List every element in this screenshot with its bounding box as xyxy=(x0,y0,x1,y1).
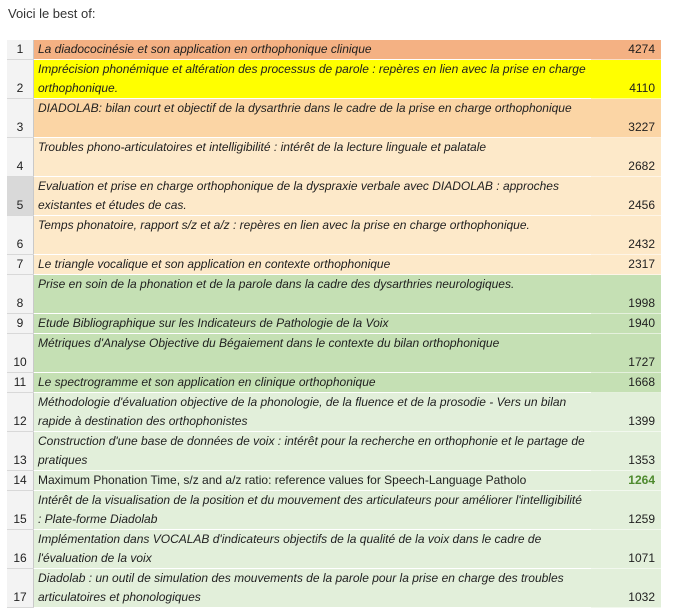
view-count-cell[interactable]: 1071 xyxy=(591,530,661,569)
view-count-cell[interactable]: 2682 xyxy=(591,138,661,177)
table-row[interactable] xyxy=(7,255,661,275)
row-number[interactable]: 4 xyxy=(7,138,34,177)
article-title-cell[interactable]: Maximum Phonation Time, s/z and a/z ratio: reference values for Speech-Language Patholo xyxy=(34,471,592,491)
row-number[interactable]: 15 xyxy=(7,491,34,530)
table-row[interactable] xyxy=(7,40,661,60)
article-title-cell[interactable]: La diadococinésie et son application en orthophonique clinique xyxy=(34,40,592,60)
table-row[interactable] xyxy=(7,393,661,432)
article-title-cell[interactable]: Implémentation dans VOCALAB d'indicateurs objectifs de la qualité de la voix dans le cadre de l'évaluation de la voix xyxy=(34,530,592,569)
article-title-cell[interactable]: Imprécision phonémique et altération des processus de parole : repères en lien avec la prise en charge orthophonique. xyxy=(34,60,592,99)
row-number[interactable]: 11 xyxy=(7,373,34,393)
table-row[interactable] xyxy=(7,569,661,608)
article-title-cell[interactable]: Intérêt de la visualisation de la position et du mouvement des articulateurs pour améliorer l'intelligibilité : Plate-forme Diadolab xyxy=(34,491,592,530)
view-count-cell[interactable]: 1264 xyxy=(591,471,661,491)
view-count-cell[interactable]: 1940 xyxy=(591,314,661,334)
best-of-table xyxy=(7,40,661,608)
row-number[interactable]: 5 xyxy=(7,177,34,216)
view-count-cell[interactable]: 3227 xyxy=(591,99,661,138)
row-number[interactable]: 14 xyxy=(7,471,34,491)
table-row[interactable] xyxy=(7,216,661,255)
table-row[interactable] xyxy=(7,373,661,393)
row-number[interactable]: 8 xyxy=(7,275,34,314)
article-title-cell[interactable]: Etude Bibliographique sur les Indicateurs de Pathologie de la Voix xyxy=(34,314,592,334)
row-number[interactable]: 17 xyxy=(7,569,34,608)
article-title-cell[interactable]: DIADOLAB: bilan court et objectif de la dysarthrie dans le cadre de la prise en charge orthophonique xyxy=(34,99,592,138)
table-body xyxy=(7,40,661,608)
article-title-cell[interactable]: Méthodologie d'évaluation objective de la phonologie, de la fluence et de la prosodie - Vers un bilan rapide à destination des orthophonistes xyxy=(34,393,592,432)
article-title-cell[interactable]: Le spectrogramme et son application en clinique orthophonique xyxy=(34,373,592,393)
article-title-cell[interactable]: Temps phonatoire, rapport s/z et a/z : repères en lien avec la prise en charge orthophonique. xyxy=(34,216,592,255)
row-number[interactable]: 10 xyxy=(7,334,34,373)
row-number[interactable]: 16 xyxy=(7,530,34,569)
view-count-cell[interactable]: 1727 xyxy=(591,334,661,373)
table-row[interactable] xyxy=(7,530,661,569)
row-number[interactable]: 12 xyxy=(7,393,34,432)
view-count-cell[interactable]: 1399 xyxy=(591,393,661,432)
view-count-cell[interactable]: 1353 xyxy=(591,432,661,471)
article-title-cell[interactable]: Métriques d'Analyse Objective du Bégaiement dans le contexte du bilan orthophonique xyxy=(34,334,592,373)
article-title-cell[interactable]: Le triangle vocalique et son application en contexte orthophonique xyxy=(34,255,592,275)
view-count-cell[interactable]: 2432 xyxy=(591,216,661,255)
table-row[interactable] xyxy=(7,471,661,491)
view-count-cell[interactable]: 1998 xyxy=(591,275,661,314)
intro-text: Voici le best of: xyxy=(8,6,96,21)
row-number[interactable]: 1 xyxy=(7,40,34,60)
table-row[interactable] xyxy=(7,275,661,314)
row-number[interactable]: 7 xyxy=(7,255,34,275)
row-number[interactable]: 9 xyxy=(7,314,34,334)
row-number[interactable]: 2 xyxy=(7,60,34,99)
row-number[interactable]: 13 xyxy=(7,432,34,471)
article-title-cell[interactable]: Troubles phono-articulatoires et intelligibilité : intérêt de la lecture linguale et palatale xyxy=(34,138,592,177)
view-count-cell[interactable]: 1032 xyxy=(591,569,661,608)
view-count-cell[interactable]: 2456 xyxy=(591,177,661,216)
table-row[interactable] xyxy=(7,99,661,138)
table-row[interactable] xyxy=(7,334,661,373)
view-count-cell[interactable]: 4274 xyxy=(591,40,661,60)
article-title-cell[interactable]: Prise en soin de la phonation et de la parole dans la cadre des dysarthries neurologiques. xyxy=(34,275,592,314)
table-row[interactable] xyxy=(7,432,661,471)
view-count-cell[interactable]: 2317 xyxy=(591,255,661,275)
table-row[interactable] xyxy=(7,138,661,177)
table-row[interactable] xyxy=(7,177,661,216)
article-title-cell[interactable]: Evaluation et prise en charge orthophonique de la dyspraxie verbale avec DIADOLAB : approches existantes et études de cas. xyxy=(34,177,592,216)
article-title-cell[interactable]: Diadolab : un outil de simulation des mouvements de la parole pour la prise en charge des troubles articulatoires et phonologiques xyxy=(34,569,592,608)
row-number[interactable]: 6 xyxy=(7,216,34,255)
table-row[interactable] xyxy=(7,491,661,530)
view-count-cell[interactable]: 4110 xyxy=(591,60,661,99)
row-number[interactable]: 3 xyxy=(7,99,34,138)
view-count-cell[interactable]: 1668 xyxy=(591,373,661,393)
view-count-cell[interactable]: 1259 xyxy=(591,491,661,530)
article-title-cell[interactable]: Construction d'une base de données de voix : intérêt pour la recherche en orthophonie et le partage de pratiques xyxy=(34,432,592,471)
table-row[interactable] xyxy=(7,314,661,334)
table-row[interactable] xyxy=(7,60,661,99)
